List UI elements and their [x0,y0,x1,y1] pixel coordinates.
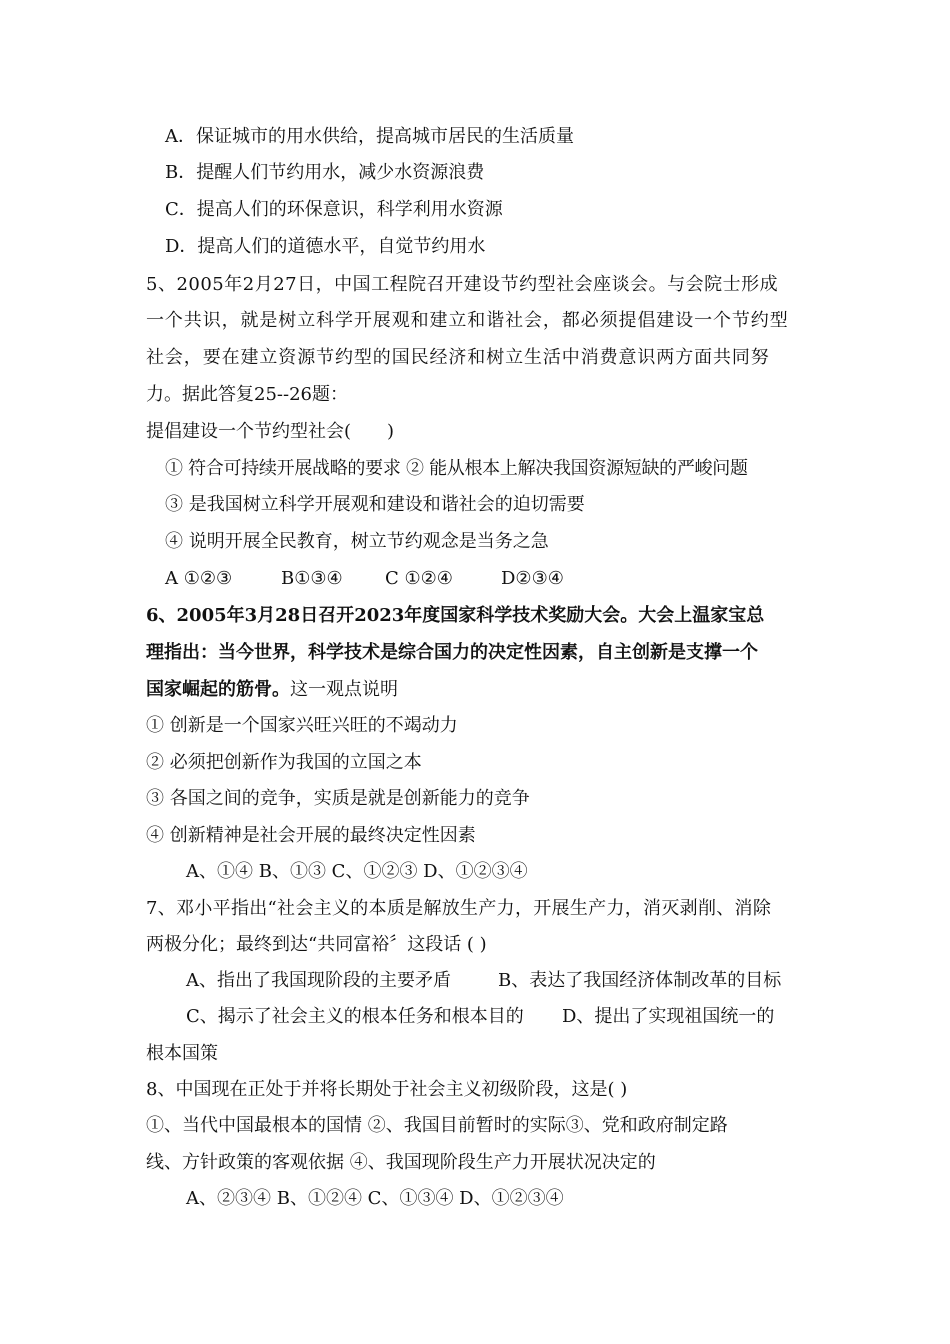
q4-option-b: B．提醒人们节约用水，减少水资源浪费 [165,162,485,183]
q6-line-2: 理指出：当今世界，科学技术是综合国力的决定性因素，自主创新是支撑一个 [146,642,758,663]
q7-choices-ab [186,968,781,994]
q7-line-1: 7、邓小平指出“社会主义的本质是解放生产力，开展生产力，消灭剥削、消除 [146,898,772,919]
q5-choices [165,566,564,592]
q5-line-3: 社会，要在建立资源节约型的国民经济和树立生活中消费意识两方面共同努 [146,347,770,368]
q7-choice-d-cont: 根本国策 [146,1043,218,1064]
q7-choice-c: C、揭示了社会主义的根本任务和根本目的 [186,1006,524,1027]
q5-choice-b: B①③④ [281,568,343,589]
q6-line-3 [146,677,398,703]
q7-choices-cd [186,1004,774,1030]
q8-choices: A、②③④ B、①②④ C、①③④ D、①②③④ [186,1188,564,1209]
q6-line-3-bold: 国家崛起的筋骨。 [146,679,290,700]
q8-line-1: 8、中国现在正处于并将长期处于社会主义初级阶段，这是( ) [146,1079,628,1100]
q5-stem: 提倡建设一个节约型社会( ) [146,421,395,442]
q8-line-2: ①、当代中国最根本的国情 ②、我国目前暂时的实际③、党和政府制定路 [146,1115,728,1136]
q6-choices: A、①④ B、①③ C、①②③ D、①②③④ [186,861,528,882]
q6-item-4: ④ 创新精神是社会开展的最终决定性因素 [146,825,476,846]
q5-line-1: 5、2005年2月27日，中国工程院召开建设节约型社会座谈会。与会院士形成 [146,274,779,295]
q5-choice-c: C ①②④ [385,568,453,589]
q6-item-3: ③ 各国之间的竞争，实质是就是创新能力的竞争 [146,788,530,809]
q7-choice-a: A、指出了我国现阶段的主要矛盾 [186,970,451,991]
q7-choice-b: B、表达了我国经济体制改革的目标 [498,970,782,991]
q5-item-4: ④ 说明开展全民教育，树立节约观念是当务之急 [165,531,549,552]
q7-line-2: 两极分化；最终到达“共同富裕〞这段话 ( ) [146,934,487,955]
q4-option-a: A．保证城市的用水供给，提高城市居民的生活质量 [165,126,574,147]
q8-line-3: 线、方针政策的客观依据 ④、我国现阶段生产力开展状况决定的 [146,1152,656,1173]
q6-line-3-plain: 这一观点说明 [290,679,398,700]
q7-choice-d: D、提出了实现祖国统一的 [562,1006,775,1027]
q5-choice-d: D②③④ [501,568,564,589]
q5-line-4: 力。据此答复25--26题： [146,384,348,405]
q6-item-1: ① 创新是一个国家兴旺兴旺的不竭动力 [146,715,458,736]
q5-choice-a: A ①②③ [165,568,233,589]
q4-option-d: D．提高人们的道德水平，自觉节约用水 [165,236,486,257]
q5-line-2: 一个共识，就是树立科学开展观和建立和谐社会，都必须提倡建设一个节约型 [146,310,789,331]
q5-item-1-2: ① 符合可持续开展战略的要求 ② 能从根本上解决我国资源短缺的严峻问题 [165,458,748,479]
q6-item-2: ② 必须把创新作为我国的立国之本 [146,752,422,773]
q6-line-1: 6、2005年3月28日召开2023年度国家科学技术奖励大会。大会上温家宝总 [146,605,765,626]
q4-option-c: C．提高人们的环保意识，科学利用水资源 [165,199,503,220]
q5-item-3: ③ 是我国树立科学开展观和建设和谐社会的迫切需要 [165,494,585,515]
